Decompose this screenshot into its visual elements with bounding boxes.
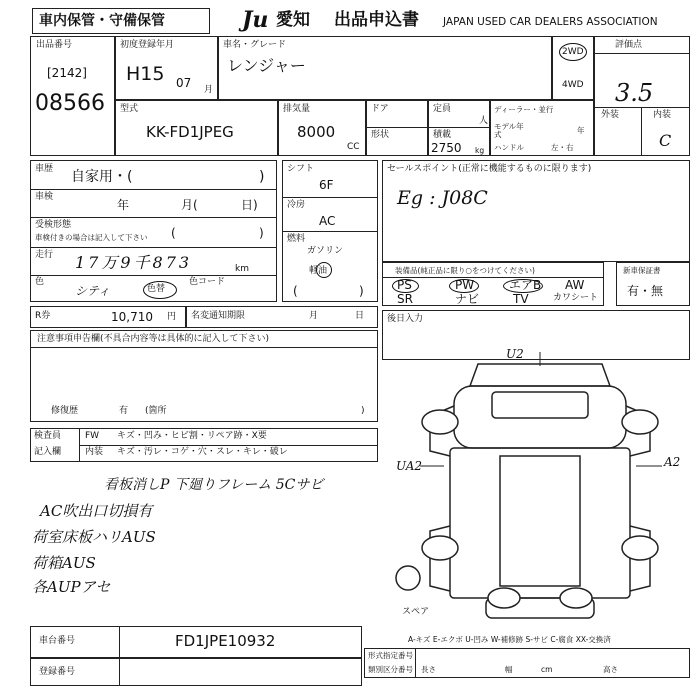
- repair-place-close: ): [361, 406, 365, 416]
- grade-int-value: C: [659, 131, 672, 150]
- grade-divider: [595, 53, 689, 54]
- checker-label-2: 記入欄: [34, 447, 62, 457]
- selling-points-box: [382, 160, 690, 262]
- equipment-pw-circle: [449, 279, 479, 293]
- fuel-value: ガソリン: [307, 246, 344, 256]
- history-block: [30, 160, 277, 302]
- wheel-rear-inner-right: [560, 588, 592, 608]
- recycle-divider: [31, 247, 276, 248]
- recycle-sub: 車検付きの場合は記入して下さい: [35, 233, 148, 242]
- mileage-label: 走行: [35, 250, 54, 260]
- inspection-label: 車検: [35, 192, 54, 202]
- certificate-unit-1: cm: [541, 665, 553, 674]
- dealer-row1: ディーラー・並行: [494, 105, 554, 114]
- recycle-fee-label: R券: [35, 311, 51, 321]
- association-name: JAPAN USED CAR DEALERS ASSOCIATION: [443, 16, 658, 28]
- wheel-front-left: [422, 410, 458, 434]
- load-unit: kg: [475, 146, 485, 155]
- recycle-label: 受検形態: [35, 220, 72, 230]
- windshield: [492, 392, 588, 418]
- reg-number-vdivider: [119, 659, 120, 685]
- recycle-close: ): [259, 226, 264, 240]
- recycle-fee-box: [30, 306, 186, 328]
- displacement-value: 8000: [297, 123, 336, 141]
- model-box: [115, 100, 278, 156]
- color-value: シティ: [75, 284, 111, 298]
- lot-label: 出品番号: [36, 40, 73, 50]
- inspection-day: 日): [241, 198, 258, 212]
- dealer-row3: ハンドル: [494, 143, 524, 152]
- notes-divider: [31, 347, 377, 348]
- certificate-box: [364, 648, 690, 678]
- door-label: ドア: [371, 104, 389, 114]
- prefecture: 愛知: [276, 10, 310, 30]
- warranty-value: 有・無: [627, 284, 664, 298]
- inspector-note-5: 各AUPアセ: [32, 578, 111, 596]
- repair-place: (箇所: [145, 406, 167, 416]
- registration-month: 07: [176, 76, 192, 90]
- lot-box: [30, 36, 115, 156]
- repair-label: 修復歴: [51, 406, 79, 416]
- fuel-label: 燃料: [287, 234, 306, 244]
- ju-logo: Ju: [242, 7, 269, 33]
- dealer-row2: モデル年式: [494, 122, 524, 139]
- color-paint: 色替: [147, 284, 166, 294]
- history-divider: [31, 189, 276, 190]
- diagram-spare-label: スペア: [402, 607, 430, 617]
- load-label: 積載: [433, 130, 452, 140]
- load-value: 2750: [431, 141, 462, 155]
- grade-box: [594, 36, 690, 156]
- selling-points-note: Eg : J08C: [397, 187, 488, 209]
- certificate-vdivider: [415, 649, 416, 677]
- displacement-label: 排気量: [283, 104, 311, 114]
- checker-row2: キズ・汚レ・コゲ・穴・スレ・キレ・破レ: [117, 447, 288, 457]
- bed-floor: [500, 456, 580, 586]
- grade-int-label: 内装: [653, 110, 672, 120]
- dealer-row3-value: 左・右: [551, 143, 574, 152]
- checker-interior: 内装: [85, 447, 104, 457]
- wheel-rear-inner-left: [488, 588, 520, 608]
- warranty-box: [616, 262, 690, 306]
- car-diagram: [390, 346, 690, 628]
- lot-number: 08566: [35, 91, 105, 116]
- certificate-label: 形式指定番号: [368, 651, 413, 660]
- registration-label: 初度登録年月: [120, 40, 175, 50]
- fuel-close: ): [359, 284, 364, 298]
- displacement-box: [278, 100, 366, 156]
- equipment-sr: SR: [397, 292, 413, 306]
- recycle-open: (: [171, 226, 176, 240]
- selling-points-label: セールスポイント(正常に機能するものに限ります): [387, 164, 592, 174]
- history-value: 自家用・(: [71, 169, 133, 185]
- grade-ext-label: 外装: [601, 110, 620, 120]
- certificate-length: 長さ: [421, 665, 436, 674]
- shift-label: シフト: [287, 164, 315, 174]
- diagram-legend: A-キズ E-エクボ U-凹み W-補修跡 S-サビ C-腐食 XX-交換済: [408, 635, 611, 644]
- model-label: 型式: [120, 104, 139, 114]
- certificate-height: 高さ: [603, 665, 618, 674]
- recycle-fee-unit: 円: [167, 312, 177, 322]
- recycle-fee-value: 10,710: [111, 310, 153, 324]
- reg-number-box: [30, 658, 362, 686]
- equipment-pw: PW: [455, 278, 475, 292]
- color-label: 色: [35, 277, 45, 287]
- certificate-width: 幅: [505, 665, 513, 674]
- mileage-value: 17万9千873: [75, 253, 193, 272]
- checker-label-1: 検査員: [34, 431, 62, 441]
- equipment-label: 装備品(純正品に限り○をつけてください): [395, 266, 535, 275]
- warranty-label: 新車保証書: [623, 266, 661, 275]
- storage-box: [32, 8, 210, 34]
- equipment-ps-circle: [392, 279, 419, 293]
- equipment-tv: TV: [513, 292, 529, 306]
- notes-box: [30, 330, 378, 422]
- capacity-unit: 人: [479, 116, 489, 126]
- ac-label: 冷房: [287, 200, 306, 210]
- post-input-label: 後日入力: [387, 314, 424, 324]
- checker-fw: FW: [85, 431, 100, 441]
- repair-value: 有: [119, 406, 129, 416]
- name-change-day: 日: [355, 311, 365, 321]
- history-label: 車歴: [35, 164, 54, 174]
- history-close: ): [259, 169, 265, 185]
- registration-month-unit: 月: [204, 85, 214, 95]
- mileage-unit: km: [235, 264, 249, 274]
- name-change-label: 名変通知期限: [191, 311, 246, 321]
- fuel-diesel: 軽油: [309, 266, 328, 276]
- reg-number-label: 登録番号: [39, 667, 76, 677]
- wheel-rear-right: [622, 536, 658, 560]
- mileage-divider: [31, 275, 276, 276]
- checker-hdivider: [79, 445, 377, 446]
- car-outline: [430, 364, 650, 618]
- equipment-airbag-circle: [503, 279, 543, 293]
- model-code: KK-FD1JPEG: [146, 123, 234, 141]
- inspector-note-4: 荷箱AUS: [32, 554, 96, 572]
- form-title: 出品申込書: [334, 10, 419, 30]
- car-name-value: レンジャー: [227, 56, 306, 75]
- registration-era: H15: [126, 63, 165, 85]
- capacity-box: [428, 100, 490, 156]
- inspection-month: 月(: [181, 198, 198, 212]
- grade-score: 3.5: [615, 79, 654, 107]
- checker-row1: キズ・凹み・ヒビ割・リペア跡・X要: [117, 431, 267, 441]
- inspection-year: 年: [117, 198, 130, 212]
- chassis-label: 車台番号: [39, 636, 76, 646]
- fuel-diesel-circle: [316, 262, 332, 278]
- notes-label: 注意事項申告欄(不具合内容等は具体的に記入して下さい): [37, 334, 270, 344]
- shift-block: [282, 160, 378, 302]
- color-code-label: 色コード: [189, 277, 226, 287]
- registration-box: [115, 36, 218, 100]
- diagram-mark-right: A2: [664, 455, 681, 469]
- wheel-front-right: [622, 410, 658, 434]
- displacement-unit: CC: [347, 142, 360, 152]
- dealer-row2-unit: 年: [577, 126, 585, 135]
- cab-top-shape: [470, 364, 610, 386]
- car-name-box: [218, 36, 552, 100]
- name-change-box: [186, 306, 378, 328]
- ac-divider: [283, 231, 377, 232]
- equipment-navi: ナビ: [455, 292, 480, 306]
- chassis-box: [30, 626, 362, 658]
- diagram-mark-top: U2: [506, 347, 524, 361]
- chassis-vdivider: [119, 627, 120, 657]
- equipment-ps: PS: [397, 278, 412, 292]
- equipment-box: [382, 262, 604, 306]
- lot-sub: [2142]: [47, 66, 87, 80]
- grade-divider-2: [595, 107, 689, 108]
- certificate-kind: 類別区分番号: [368, 665, 413, 674]
- grade-vdivider: [641, 107, 642, 155]
- ac-value: AC: [319, 214, 336, 228]
- door-box: [366, 100, 428, 156]
- inspector-note-3: 荷室床板ハリAUS: [32, 528, 156, 546]
- capacity-divider: [429, 127, 489, 128]
- wheel-rear-left: [422, 536, 458, 560]
- fuel-open: (: [293, 284, 298, 298]
- shift-divider: [283, 197, 377, 198]
- chassis-value: FD1JPE10932: [175, 632, 276, 650]
- inspection-divider: [31, 217, 276, 218]
- drive-box: [552, 36, 594, 100]
- car-name-label: 車名・グレード: [223, 40, 287, 50]
- drive-4wd: 4WD: [562, 80, 584, 90]
- storage-label: 車内保管・守備保管: [39, 13, 165, 29]
- dealer-box: [490, 100, 594, 156]
- checker-box: [30, 428, 378, 462]
- equipment-seat: カワシート: [553, 293, 599, 303]
- wheels: [396, 410, 658, 608]
- color-paint-circle: [143, 281, 177, 299]
- shift-value: 6F: [319, 178, 334, 192]
- capacity-label: 定員: [433, 104, 452, 114]
- inspector-note-1: 看板消しP 下廻りフレーム 5Cサビ: [104, 477, 324, 493]
- name-change-month: 月: [309, 311, 319, 321]
- equipment-aw: AW: [565, 278, 585, 292]
- equipment-airbag: エアB: [509, 278, 542, 292]
- drive-2wd: 2WD: [562, 47, 584, 57]
- inspector-note-2: AC吹出口切損有: [40, 502, 153, 520]
- grade-label: 評価点: [615, 40, 643, 50]
- diagram-mark-left: UA2: [396, 459, 423, 473]
- spare-tire: [396, 566, 420, 590]
- cargo-bed: [450, 448, 630, 598]
- cab-front: [454, 386, 626, 448]
- door-divider: [367, 127, 427, 128]
- shape-label: 形状: [371, 130, 390, 140]
